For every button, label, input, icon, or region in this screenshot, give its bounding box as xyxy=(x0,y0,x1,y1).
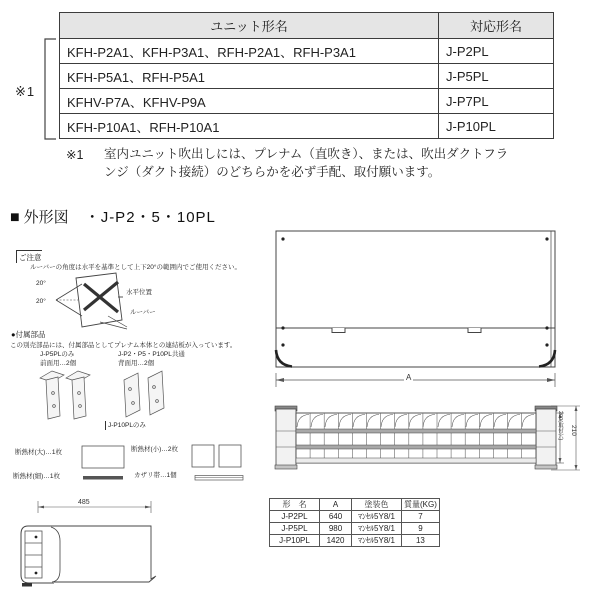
spec-color-cell: ﾏﾝｾﾙ5Y8/1 xyxy=(352,535,402,547)
ref-bracket xyxy=(40,38,58,140)
connecting-plates-drawing xyxy=(38,368,178,424)
front-bracket-label-line1: J-P5PLのみ xyxy=(40,351,75,358)
spec-row xyxy=(270,511,440,523)
grille-height-dimension: 210 xyxy=(570,425,577,436)
model-column-header: 対応形名 xyxy=(439,13,554,39)
accessories-description: この別売部品には、付属部品としてプレナム本体との連結板が入っています。 xyxy=(10,342,237,349)
louver-label: ルーバー xyxy=(130,309,156,316)
insulation-shapes-drawing xyxy=(75,441,245,483)
unit-names-cell: KFHV-P7A、KFHV-P9A xyxy=(60,89,439,114)
spec-header-row xyxy=(270,499,440,511)
footnote-line: 室内ユニット吹出しには、プレナム（直吹き）、または、吹出ダクトフラ xyxy=(104,147,509,161)
footnote-text xyxy=(104,146,508,181)
insulation-large-label: 断熱材(大)…1枚 xyxy=(15,449,62,456)
section-header xyxy=(10,206,216,227)
spec-weight-cell: 13 xyxy=(402,535,440,547)
upper-angle-label: 20° xyxy=(36,280,46,287)
spec-a-cell: 1420 xyxy=(320,535,352,547)
spec-weight-cell: 9 xyxy=(402,523,440,535)
grille-mount-dimension: 200(取付穴) xyxy=(557,411,563,441)
spec-table xyxy=(269,498,440,547)
unit-names-cell: KFH-P10A1、RFH-P10A1 xyxy=(60,114,439,139)
unit-names-cell: KFH-P5A1、RFH-P5A1 xyxy=(60,64,439,89)
panel-side-view-drawing xyxy=(8,496,168,594)
side-width-dimension: 485 xyxy=(78,499,90,506)
spec-color-cell: ﾏﾝｾﾙ5Y8/1 xyxy=(352,511,402,523)
lower-angle-label: 20° xyxy=(36,298,46,305)
spec-weight-cell: 7 xyxy=(402,511,440,523)
horizontal-position-label: 水平位置 xyxy=(126,289,152,296)
spec-model-cell: J-P2PL xyxy=(270,511,320,523)
spec-color-cell: ﾏﾝｾﾙ5Y8/1 xyxy=(352,523,402,535)
table-row xyxy=(60,64,554,89)
footnote-line: ンジ（ダクト接続）のどちらかを必ず手配、取付願います。 xyxy=(104,164,441,179)
back-plate-label-line1: J-P2・P5・P10PL共通 xyxy=(118,351,185,358)
model-cell: J-P10PL xyxy=(439,114,554,139)
grille-front-view-drawing xyxy=(270,404,586,474)
accessories-title: ●付属部品 xyxy=(11,330,46,339)
insulation-small-label: 断熱材(小)…2枚 xyxy=(131,446,178,453)
front-bracket-label xyxy=(40,350,76,368)
table-row xyxy=(60,114,554,139)
caution-text: ルーバーの角度は水平を基準として上下20°の範囲内でご使用ください。 xyxy=(30,264,242,271)
decor-band-label: カザリ帯…1個 xyxy=(134,472,177,479)
back-plate-label-line2: 背面用…2個 xyxy=(118,360,155,367)
section-subtitle: ・J-P2・5・10PL xyxy=(84,209,216,226)
caution-title: ご注意 xyxy=(16,250,42,263)
spec-col-model: 形 名 xyxy=(270,499,320,511)
spec-model-cell: J-P10PL xyxy=(270,535,320,547)
spec-a-cell: 640 xyxy=(320,511,352,523)
spec-col-color: 塗装色 xyxy=(352,499,402,511)
spec-col-a: A xyxy=(320,499,352,511)
insulation-thin-label: 断熱材(細)…1枚 xyxy=(13,473,60,480)
back-plate-label xyxy=(118,350,185,368)
p10-only-label: J-P10PLのみ xyxy=(105,421,146,430)
table-ref-marker: ※1 xyxy=(15,84,36,99)
unit-model-table xyxy=(59,12,554,139)
spec-model-cell: J-P5PL xyxy=(270,523,320,535)
unit-names-cell: KFH-P2A1、KFH-P3A1、RFH-P2A1、RFH-P3A1 xyxy=(60,39,439,64)
louver-angle-diagram xyxy=(30,270,200,332)
section-title: 外形図 xyxy=(23,209,69,226)
spec-row xyxy=(270,523,440,535)
spec-a-cell: 980 xyxy=(320,523,352,535)
unit-table-header-row xyxy=(60,13,554,39)
table-row xyxy=(60,89,554,114)
front-bracket-label-line2: 前面用…2個 xyxy=(40,360,77,367)
unit-name-column-header: ユニット形名 xyxy=(60,13,439,39)
panel-front-view-drawing xyxy=(270,224,570,389)
spec-col-weight: 質量(KG) xyxy=(402,499,440,511)
section-square-marker: ■ xyxy=(10,209,20,226)
table-row xyxy=(60,39,554,64)
model-cell: J-P2PL xyxy=(439,39,554,64)
model-cell: J-P7PL xyxy=(439,89,554,114)
footnote-ref: ※1 xyxy=(66,148,84,162)
model-cell: J-P5PL xyxy=(439,64,554,89)
spec-row xyxy=(270,535,440,547)
panel-width-dimension: A xyxy=(406,373,412,382)
